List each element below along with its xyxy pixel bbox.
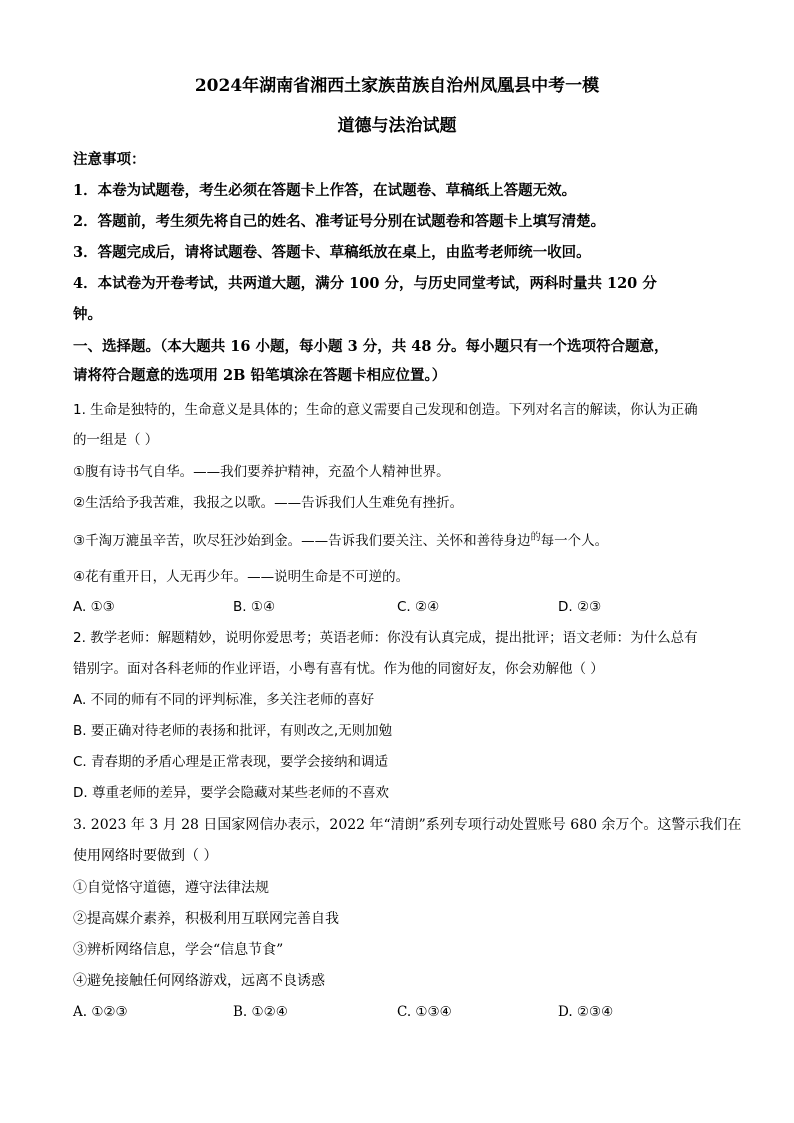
q3-statement-4: ④避免接触任何网络游戏，远离不良诱惑 [73,973,325,989]
q1-option-c: C. ②④ [397,599,440,615]
q3-stem-line2: 使用网络时要做到（ ） [73,848,218,864]
notice-item-1: 1．本卷为试题卷，考生必须在答题卡上作答，在试题卷、草稿纸上答题无效。 [73,182,577,199]
section-heading-line1: 一、选择题。（本大题共 16 小题，每小题 3 分，共 48 分。每小题只有一个选项符合题意， [73,338,669,355]
q2-option-d: D. 尊重老师的差异，要学会隐藏对某些老师的不喜欢 [73,785,389,801]
q1-statement-3-text: ③千淘万漉虽辛苦，吹尽狂沙始到金。——告诉我们要关注、关怀和善待身边 [73,533,531,549]
q3-option-a: A. ①②③ [73,1004,128,1020]
q2-option-a: A. 不同的师有不同的评判标准，多关注老师的喜好 [73,692,375,708]
notice-item-2: 2．答题前，考生须先将自己的姓名、准考证号分别在试题卷和答题卡上填写清楚。 [73,213,606,230]
q1-statement-2: ②生活给予我苦难，我报之以歌。——告诉我们人生难免有挫折。 [73,495,464,511]
q2-stem-line2: 错别字。面对各科老师的作业评语，小粤有喜有忧。作为他的同窗好友，你会劝解他（ ） [73,661,604,677]
notice-item-4-cont: 钟。 [73,306,102,323]
notice-item-3: 3．答题完成后，请将试题卷、答题卡、草稿纸放在桌上，由监考老师统一收回。 [73,244,591,261]
q1-statement-3-superscript: 的 [530,532,541,543]
q1-statement-3-tail: 每一个人。 [540,533,609,549]
q2-stem-line1: 2. 教学老师：解题精妙，说明你爱思考；英语老师：你没有认真完成，提出批评；语文老师：为什么总有 [73,630,698,646]
q1-statement-4: ④花有重开日，人无再少年。——说明生命是不可逆的。 [73,569,410,585]
q3-stem-line1: 3. 2023 年 3 月 28 日国家网信办表示，2022 年“清朗”系列专项行动处置账号 680 余万个。这警示我们在 [73,817,742,833]
exam-title: 2024年湖南省湘西土家族苗族自治州凤凰县中考一模 [194,76,600,96]
notice-item-4: 4．本试卷为开卷考试，共两道大题，满分 100 分，与历史同堂考试，两科时量共 120 分 [73,275,657,292]
q1-option-d: D. ②③ [558,599,602,615]
q1-option-a: A. ①③ [73,599,115,615]
q3-option-b: B. ①②④ [233,1004,288,1020]
q3-option-d: D. ②③④ [558,1004,614,1020]
q3-option-c: C. ①③④ [397,1004,452,1020]
q1-option-b: B. ①④ [233,599,276,615]
q1-stem-line2: 的一组是（ ） [73,432,159,448]
q3-statement-3: ③辨析网络信息，学会“信息节食” [73,942,284,958]
notice-heading: 注意事项： [73,151,146,168]
q2-option-c: C. 青春期的矛盾心理是正常表现，要学会接纳和调适 [73,754,389,770]
q1-statement-1: ①腹有诗书气自华。——我们要养护精神，充盈个人精神世界。 [73,464,450,480]
q2-option-b: B. 要正确对待老师的表扬和批评，有则改之,无则加勉 [73,723,393,739]
exam-subtitle: 道德与法治试题 [337,116,457,136]
q1-statement-3 [73,531,723,553]
q3-statement-2: ②提高媒介素养，积极利用互联网完善自我 [73,911,339,927]
q3-statement-1: ①自觉恪守道德，遵守法律法规 [73,880,269,896]
section-heading-line2: 请将符合题意的选项用 2B 铅笔填涂在答题卡相应位置。） [73,367,447,384]
q1-stem-line1: 1. 生命是独特的，生命意义是具体的；生命的意义需要自己发现和创造。下列对名言的解读，你认为正确 [73,402,698,418]
